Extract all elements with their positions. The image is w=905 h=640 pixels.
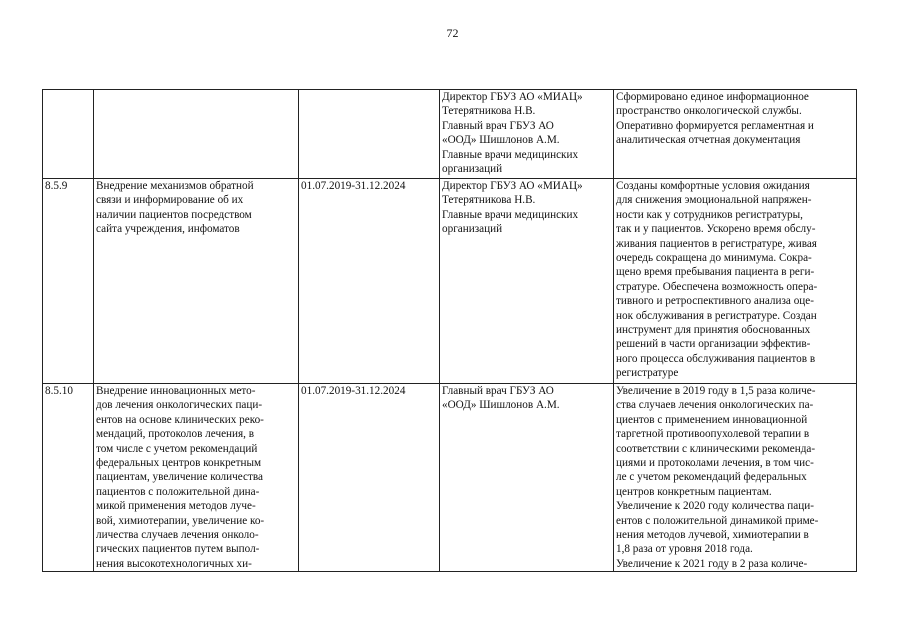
cell-responsible — [440, 384, 614, 572]
cell-period — [299, 179, 440, 384]
cell-number — [43, 90, 94, 179]
text-line: так и у пациентов. Ускорено время обслу- — [616, 223, 816, 236]
text-line: тивного и ретроспективного анализа оце- — [616, 295, 814, 308]
text-line: Созданы комфортные условия ожидания — [616, 180, 810, 192]
text-line: Директор ГБУЗ АО «МИАЦ» — [442, 180, 583, 192]
text-line: гических пациентов путем выпол- — [96, 543, 260, 556]
cell-period — [299, 384, 440, 572]
text-line: том числе с учетом рекомендаций — [96, 442, 258, 455]
text-line: щено время пребывания пациента в реги- — [616, 266, 815, 279]
text-line: 1,8 раза от уровня 2018 года. — [616, 543, 753, 556]
text-line: для снижения эмоциональной напряжен- — [616, 194, 812, 207]
text-line: Внедрение инновационных мето- — [96, 385, 256, 397]
text-line: ного процесса обслуживания пациентов в — [616, 352, 816, 365]
text-line: ства случаев лечения онкологических па- — [616, 399, 814, 412]
text-line: ентов с положительной динамикой приме- — [616, 514, 819, 527]
text-line: Главные врачи медицинских — [442, 148, 579, 161]
cell-measure — [94, 90, 299, 179]
text-line: микой применения методов луче- — [96, 500, 256, 513]
text-line: связи и информирование об их — [96, 194, 244, 207]
text-line: пространство онкологической службы. — [616, 105, 802, 118]
text-line: регистратуре — [616, 367, 679, 380]
text-line: инструмент для принятия обоснованных — [616, 324, 811, 337]
text-line: наличии пациентов посредством — [96, 208, 252, 221]
text-line: Внедрение механизмов обратной — [96, 180, 254, 192]
text-line: мендаций, протоколов лечения, в — [96, 428, 255, 441]
cell-result — [614, 384, 857, 572]
table-row — [43, 90, 857, 179]
text-line: ности как у сотрудников регистратуры, — [616, 208, 803, 221]
text-line: циями и протоколами лечения, в том чис- — [616, 457, 814, 470]
text-line: Главные врачи медицинских — [442, 208, 579, 221]
text-line: очередь сокращена до минимума. Сокра- — [616, 252, 812, 265]
measures-table — [42, 89, 857, 572]
text-line: пациентам, увеличение количества — [96, 471, 263, 484]
page-number: 72 — [446, 26, 459, 40]
text-line: личества случаев лечения онколо- — [96, 529, 259, 542]
text-line: Директор ГБУЗ АО «МИАЦ» — [442, 91, 583, 103]
text-line: Тетерятникова Н.В. — [442, 105, 536, 118]
table-row — [43, 384, 857, 572]
text-line: организаций — [442, 163, 503, 176]
text-line: ентов на основе клинических реко- — [96, 413, 264, 426]
text-line: Сформировано единое информационное — [616, 91, 809, 103]
cell-result — [614, 179, 857, 384]
cell-number-text: 8.5.10 — [45, 385, 73, 397]
text-line: центров конкретным пациентам. — [616, 485, 772, 498]
text-line: «ООД» Шишлонов А.М. — [442, 399, 560, 412]
text-line: сайта учреждения, инфоматов — [96, 223, 240, 236]
text-line: пациентов с положительной дина- — [96, 485, 260, 498]
table-row — [43, 179, 857, 384]
text-line: циентов с применением инновационной — [616, 413, 808, 426]
text-line: Тетерятникова Н.В. — [442, 194, 536, 207]
text-line: федеральных центров конкретным — [96, 457, 262, 470]
cell-measure — [94, 179, 299, 384]
text-line: дов лечения онкологических паци- — [96, 399, 263, 412]
text-line: Оперативно формируется регламентная и — [616, 119, 814, 132]
cell-number — [43, 384, 94, 572]
cell-responsible — [440, 179, 614, 384]
text-line: Увеличение в 2019 году в 1,5 раза количе- — [616, 385, 816, 397]
text-line: стратуре. Обеспечена возможность опера- — [616, 280, 818, 293]
cell-period-text: 01.07.2019-31.12.2024 — [301, 180, 406, 192]
text-line: соответствии с клиническими рекоменда- — [616, 442, 816, 455]
text-line: «ООД» Шишлонов А.М. — [442, 134, 560, 147]
text-line: нения высокотехнологичных хи- — [96, 557, 252, 570]
cell-number-text: 8.5.9 — [45, 180, 68, 192]
cell-period — [299, 90, 440, 179]
text-line: решений в части организации эффектив- — [616, 338, 811, 351]
text-line: ле с учетом рекомендаций федеральных — [616, 471, 807, 484]
text-line: вой, химиотерапии, увеличение ко- — [96, 514, 265, 527]
text-line: Главный врач ГБУЗ АО — [442, 119, 554, 132]
text-line: таргетной противоопухолевой терапии в — [616, 428, 810, 441]
cell-number — [43, 179, 94, 384]
cell-responsible — [440, 90, 614, 179]
text-line: организаций — [442, 223, 503, 236]
text-line: живания пациентов в регистратуре, живая — [616, 237, 817, 250]
text-line: Увеличение к 2021 году в 2 раза количе- — [616, 557, 808, 570]
text-line: Увеличение к 2020 году количества паци- — [616, 500, 814, 513]
text-line: Главный врач ГБУЗ АО — [442, 385, 554, 397]
text-line: нок обслуживания в регистратуре. Создан — [616, 309, 817, 322]
cell-result — [614, 90, 857, 179]
cell-measure — [94, 384, 299, 572]
cell-period-text: 01.07.2019-31.12.2024 — [301, 385, 406, 397]
text-line: аналитическая отчетная документация — [616, 134, 801, 147]
text-line: нения методов лучевой, химиотерапии в — [616, 529, 809, 542]
